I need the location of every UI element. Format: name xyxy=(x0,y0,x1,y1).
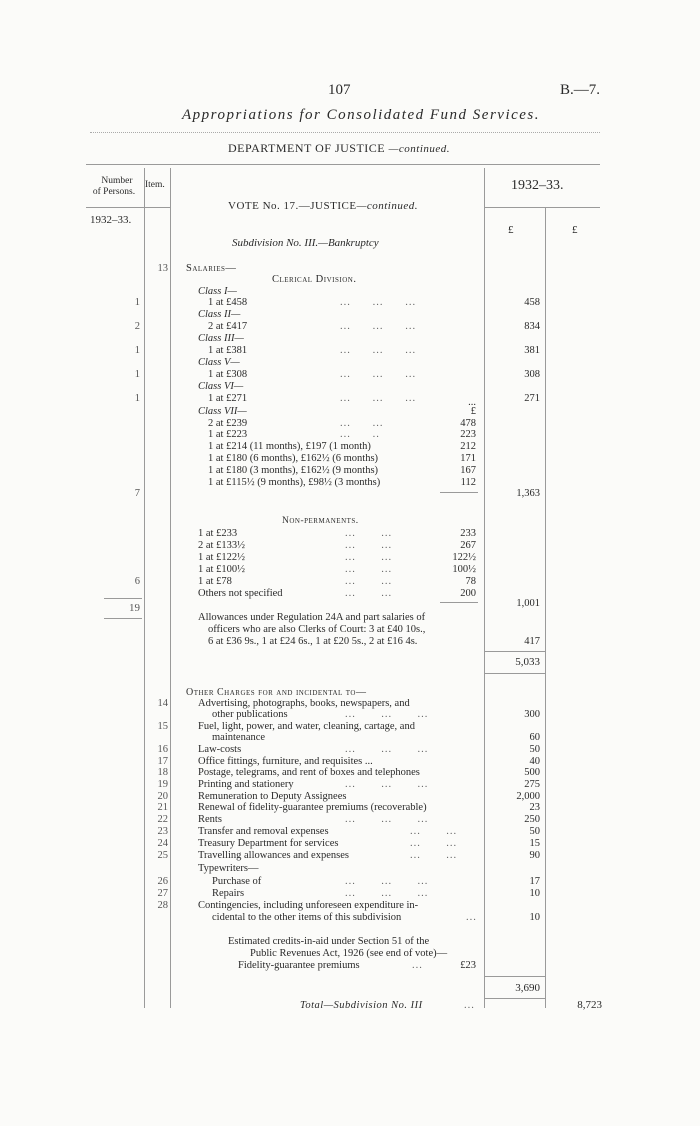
nonperm-line: 1 at £233 ... ... 233 xyxy=(198,528,476,539)
salaries-sum-rule xyxy=(484,651,545,652)
credits-line: Estimated credits-in-aid under Section 51 of the xyxy=(228,936,430,947)
nonperm-line: 1 at £122½ ... ... 122½ xyxy=(198,552,476,563)
credits-amount: £23 xyxy=(460,960,476,971)
class7-line: 2 at £239 ... ... 478 xyxy=(208,418,476,429)
credits-line: Public Revenues Act, 1926 (see end of vote)— xyxy=(250,948,448,959)
nonperm-line: 6 1 at £78 ... ... 78 xyxy=(134,576,476,587)
class7-line: 1 at £214 (11 months), £197 (1 month) 212 xyxy=(208,441,476,452)
inner-pound: £ xyxy=(470,406,476,417)
nonperm-total-row: 1,001 xyxy=(516,598,540,609)
class-row: 1 1 at £458 ... ... ... 458 xyxy=(134,297,540,308)
other-item-line: 20 Remuneration to Deputy Assignees 2,000 xyxy=(157,791,540,802)
other-sum-rule xyxy=(484,976,545,977)
nonperm-line: 2 at £133½ ... ... 267 xyxy=(198,540,476,551)
department-heading xyxy=(228,141,450,156)
other-item-line: 24 Treasury Department for services ... ... 15 xyxy=(157,838,540,849)
class-row: 1 1 at £308 ... ... ... 308 xyxy=(134,369,540,380)
class-row: 2 2 at £417 ... ... ... 834 xyxy=(134,321,540,332)
total-row: Total—Subdivision No. III ... 8,723 xyxy=(300,999,602,1011)
other-item-line: 14 Advertising, photographs, books, newspapers, and xyxy=(157,698,410,709)
class7-line: 1 at £115½ (9 months), £98½ (3 months) 112 xyxy=(208,477,476,488)
typewriter-line: 26 Purchase of ... ... ... 17 xyxy=(157,876,540,887)
allowances-line: officers who are also Clerks of Court: 3 at £40 10s., xyxy=(208,624,426,635)
salaries-subtotal-row: 5,033 xyxy=(515,656,540,668)
document-ref: B.—7. xyxy=(560,82,601,98)
salaries-heading: Salaries— xyxy=(186,263,237,274)
header-bottom-rule xyxy=(86,207,170,208)
other-item-line: 16 Law-costs ... ... ... 50 xyxy=(157,744,540,755)
class-label: Class V— xyxy=(198,357,240,368)
other-item-line: 19 Printing and stationery ... ... ... 275 xyxy=(157,779,540,790)
table-top-rule xyxy=(86,164,600,165)
persons-header-line1: Number xyxy=(101,176,133,186)
credits-line: Fidelity-guarantee premiums ... £23 xyxy=(238,960,476,971)
nonperm-line: 1 at £100½ ... ... 100½ xyxy=(198,564,476,575)
other-item-line: other publications ... ... ... 300 xyxy=(212,709,540,720)
other-item-line: 21 Renewal of fidelity-guarantee premiums (recoverable) 23 xyxy=(157,802,540,813)
page-number: 107 xyxy=(328,82,351,98)
class-row: 1 1 at £381 ... ... ... 381 xyxy=(134,345,540,356)
pound-col2: £ xyxy=(572,224,578,236)
division-heading: Clerical Division. xyxy=(272,274,357,285)
other-item-line: 25 Travelling allowances and expenses ... ... 90 xyxy=(157,850,540,861)
persons-total-row: 19 xyxy=(129,602,140,614)
other-item-line: 15 Fuel, light, power, and water, cleaning, cartage, and xyxy=(157,721,415,732)
class-label: Class I— xyxy=(198,286,237,297)
allowances-line: Allowances under Regulation 24A and part salaries of xyxy=(198,612,426,623)
vote-suffix: —continued. xyxy=(356,200,418,212)
item-header: Item. xyxy=(145,180,165,190)
nonperm-heading-row: Non-permanents. xyxy=(282,516,359,526)
class7-line: 1 at £180 (6 months), £162½ (6 months) 171 xyxy=(208,453,476,464)
class7-dots-row: ... xyxy=(468,397,476,408)
other-item-line: maintenance 60 xyxy=(212,732,540,743)
subdivision-title: Subdivision No. III.—Bankruptcy xyxy=(232,237,379,249)
other-item-line: 18 Postage, telegrams, and rent of boxes and telephones 500 xyxy=(157,767,540,778)
vote-name: VOTE No. 17.—JUSTICE xyxy=(228,200,357,212)
class7-total-row: 7 1,363 xyxy=(134,488,540,499)
vote-title xyxy=(228,200,418,212)
header-bottom-rule-right xyxy=(484,207,600,208)
class-label: Class VI— xyxy=(198,381,244,392)
other-subtotal-row: 3,690 xyxy=(515,982,540,994)
contingencies-line: cidental to the other items of this subdivision ... 10 xyxy=(212,912,540,923)
typewriter-line: 27 Repairs ... ... ... 10 xyxy=(157,888,540,899)
persons-year: 1932–33. xyxy=(90,214,132,226)
nonperm-line: Others not specified ... ... 200 xyxy=(198,588,476,599)
other-item-line: 17 Office fittings, furniture, and requisites ... 40 xyxy=(157,756,540,767)
contingencies-line: 28 Contingencies, including unforeseen expenditure in- xyxy=(157,900,419,911)
class-label: Class III— xyxy=(198,333,244,344)
class7-label-row: Class VII— £ xyxy=(198,406,476,417)
total-amount: 8,723 xyxy=(577,999,602,1011)
department-suffix: —continued. xyxy=(388,143,451,155)
title-rule xyxy=(90,132,600,133)
typewriters-heading-row: Typewriters— xyxy=(198,863,259,874)
other-heading-row: Other Charges for and incidental to— xyxy=(186,687,367,698)
item-number: 13 xyxy=(157,263,168,274)
class-row: 1 1 at £271 ... ... ... 271 xyxy=(134,393,540,404)
class-label: Class II— xyxy=(198,309,241,320)
page-title: Appropriations for Consolidated Fund Services. xyxy=(182,107,541,123)
class7-line: 1 at £180 (3 months), £162½ (9 months) 167 xyxy=(208,465,476,476)
other-item-line: 22 Rents ... ... ... 250 xyxy=(157,814,540,825)
allowances-line: 6 at £36 9s., 1 at £24 6s., 1 at £20 5s., 2 at £16 4s. 417 xyxy=(208,636,540,647)
other-item-line: 23 Transfer and removal expenses ... ... 50 xyxy=(157,826,540,837)
persons-header-line2: of Persons. xyxy=(92,187,136,197)
salaries-subtotal-rule xyxy=(484,673,545,674)
pound-col1: £ xyxy=(508,224,514,236)
department-name: DEPARTMENT OF JUSTICE xyxy=(228,141,386,155)
year-header: 1932–33. xyxy=(511,178,564,193)
class7-line: 1 at £223 ... .. 223 xyxy=(208,429,476,440)
